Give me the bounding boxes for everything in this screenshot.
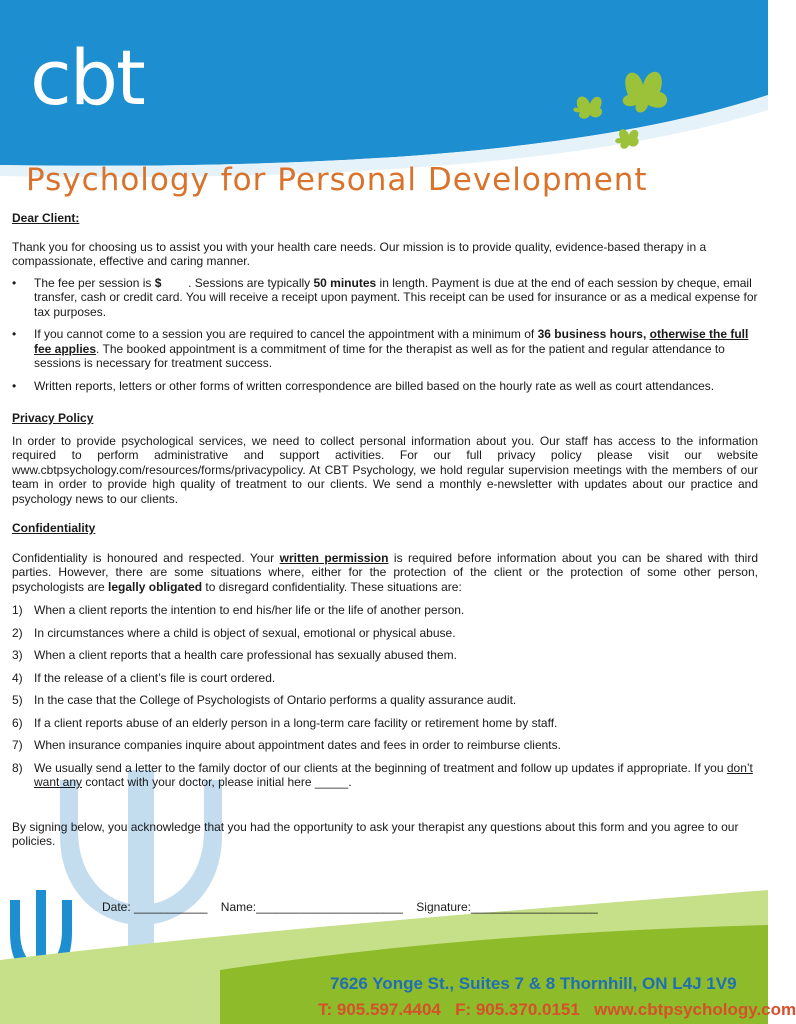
- salutation: Dear Client:: [12, 211, 80, 225]
- confidentiality-list: [12, 603, 758, 753]
- list-item: 7) When insurance companies inquire about appointment dates and fees in order to reimburse clients.: [12, 738, 561, 752]
- signature-row: [102, 900, 608, 914]
- list-item: 4) If the release of a client’s file is court ordered.: [12, 670, 276, 685]
- confidentiality-paragraph: Confidentiality is honoured and respected. Your written permission is required before information about you can be shared with third parties. However, there are some situations where, either for the protection of the client or the protection of some other person, psychologists are legally obligated to disregard confidentiality. These situations are:: [12, 550, 759, 594]
- butterfly-icon: [568, 60, 678, 170]
- fee-bullet: • The fee per session is $ . Sessions are typically 50 minutes in length. Payment is due at the end of each session by cheque, email transfer, cash or credit card. You will receive a receipt upon payment. This receipt can be used for insurance or as a medical expense for tax purposes.: [12, 275, 758, 319]
- footer-website[interactable]: www.cbtpsychology.com: [594, 1000, 796, 1019]
- bullet-mark: •: [12, 275, 17, 290]
- intro-paragraph: Thank you for choosing us to assist you with your health care needs. Our mission is to provide quality, evidence-based therapy in a compassionate, effective and caring manner.: [12, 239, 707, 268]
- cancellation-bullet: • If you cannot come to a session you are required to cancel the appointment with a minimum of 36 business hours, otherwise the full fee applies. The booked appointment is a commitment of time for the therapist as well as for the patient and regular attendance to sessions is necessary for treatment success.: [12, 327, 749, 370]
- confidentiality-heading: Confidentiality: [12, 521, 96, 535]
- footer-address: 7626 Yonge St., Suites 7 & 8 Thornhill, ON L4J 1V9: [330, 974, 737, 993]
- closing-paragraph: By signing below, you acknowledge that you had the opportunity to ask your therapist any questions about this form and you agree to our policies.: [12, 819, 739, 848]
- reports-bullet: • Written reports, letters or other forms of written correspondence are billed based on the hourly rate as well as court attendances.: [12, 378, 715, 393]
- bullet-mark: •: [12, 327, 17, 341]
- list-item: 6) If a client reports abuse of an elderly person in a long-term care facility or retirement home by staff.: [12, 715, 558, 730]
- list-item: 8) We usually send a letter to the family doctor of our clients at the beginning of treatment and follow up updates if appropriate. If you don’t want any contact with your doctor, please initial here _____.: [12, 760, 753, 789]
- privacy-heading: Privacy Policy: [12, 411, 94, 425]
- letter-body: [12, 210, 758, 849]
- brand-logo-text: cbt: [30, 33, 144, 122]
- privacy-paragraph: In order to provide psychological services, we need to collect personal information about you. Our staff has access to the information required to perform administrative and support activities. For our full privacy policy please visit our website www.cbtpsychology.com/resources/forms/privacypolicy. At CBT Psychology, we hold regular supervision meetings with the members of our team in order to provide high quality of treatment to our clients. We send a monthly e-newsletter with updates about our practice and psychology news to our clients.: [12, 433, 758, 506]
- signature-field[interactable]: Signature:___________________: [416, 900, 598, 914]
- list-item: 2) In circumstances where a child is object of sexual, emotional or physical abuse.: [12, 625, 456, 640]
- name-field[interactable]: Name:______________________: [220, 900, 403, 914]
- tagline: Psychology for Personal Development: [26, 162, 648, 198]
- footer-fax: F: 905.370.0151: [455, 1000, 580, 1019]
- list-item: 5) In the case that the College of Psychologists of Ontario performs a quality assurance audit.: [12, 693, 517, 707]
- date-field[interactable]: Date: ___________: [102, 900, 208, 914]
- footer-phone: T: 905.597.4404: [318, 1000, 441, 1019]
- bullet-mark: •: [12, 378, 17, 393]
- list-item: 1) When a client reports the intention to end his/her life or the life of another person.: [12, 603, 465, 617]
- footer-contact: [318, 1000, 796, 1020]
- list-item: 3) When a client reports that a health care professional has sexually abused them.: [12, 648, 457, 662]
